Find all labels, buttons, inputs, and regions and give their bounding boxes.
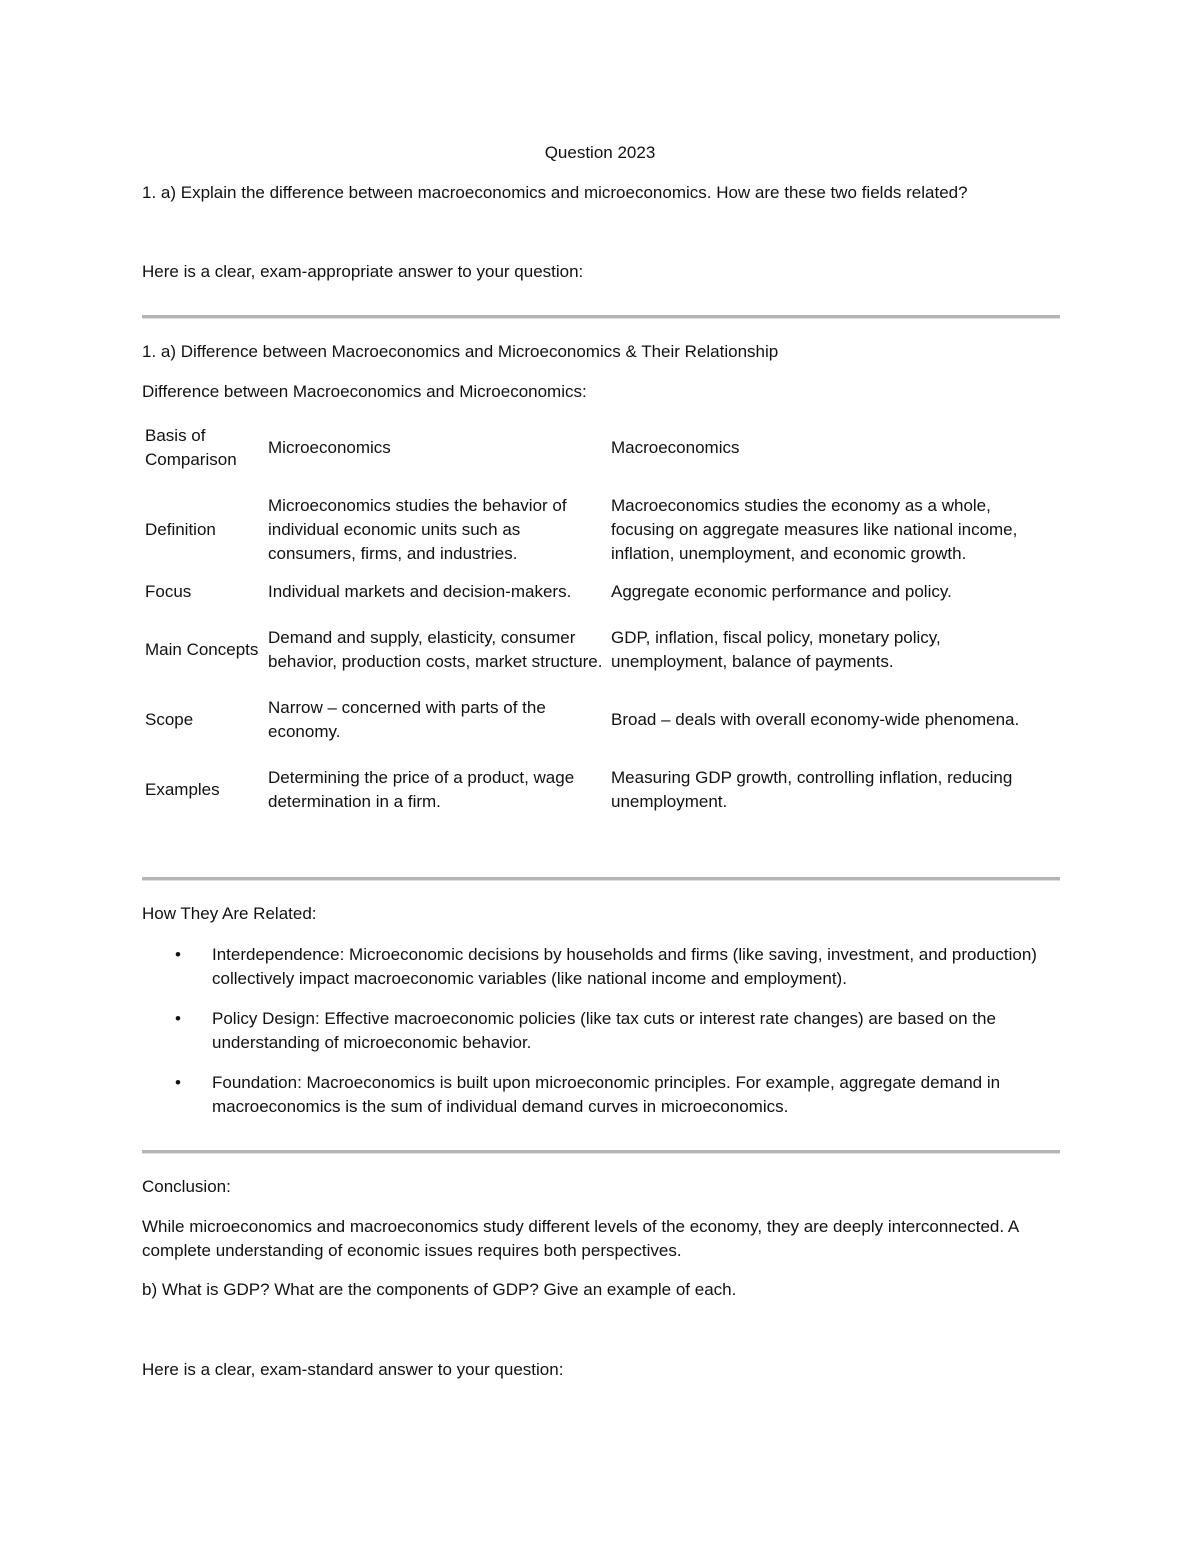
basis-cell: Definition <box>145 520 216 539</box>
macro-cell: Measuring GDP growth, controlling inflation, reducing unemployment. <box>611 768 1013 811</box>
bullet-icon: • <box>175 1073 181 1092</box>
answer-intro-a: Here is a clear, exam-appropriate answer to your question: <box>142 262 584 281</box>
micro-cell: Demand and supply, elasticity, consumer behavior, production costs, market structure. <box>268 628 603 671</box>
table-row <box>142 752 1060 828</box>
basis-cell: Main Concepts <box>145 640 259 659</box>
table-row <box>142 476 1060 572</box>
macro-cell: GDP, inflation, fiscal policy, monetary policy, unemployment, balance of payments. <box>611 628 941 671</box>
table-row <box>142 572 1060 612</box>
header-cell: Microeconomics <box>268 438 391 457</box>
question-a: 1. a) Explain the difference between macroeconomics and microeconomics. How are these two fields related? <box>142 183 968 202</box>
divider <box>142 1150 1060 1154</box>
basis-cell: Scope <box>145 710 194 729</box>
list-item-text: Policy Design: Effective macroeconomic policies (like tax cuts or interest rate changes) are based on the understanding of microeconomic behavior. <box>212 1009 996 1052</box>
table-row <box>142 612 1060 688</box>
header-cell: Basis of Comparison <box>145 426 237 469</box>
macro-cell: Aggregate economic performance and policy. <box>611 582 952 601</box>
question-b: b) What is GDP? What are the components of GDP? Give an example of each. <box>142 1280 737 1299</box>
basis-cell: Focus <box>145 582 192 601</box>
conclusion-text: While microeconomics and macroeconomics study different levels of the economy, they are deeply interconnected. A complete understanding of economic issues requires both perspectives. <box>142 1217 1019 1260</box>
list-item <box>142 1071 1060 1119</box>
related-heading: How They Are Related: <box>142 904 317 923</box>
answer-intro-b: Here is a clear, exam-standard answer to your question: <box>142 1360 564 1379</box>
macro-cell: Macroeconomics studies the economy as a whole, focusing on aggregate measures like national income, inflation, unemployment, and economic growth. <box>611 496 1018 563</box>
conclusion-heading: Conclusion: <box>142 1177 231 1196</box>
header-cell: Macroeconomics <box>611 438 740 457</box>
list-item <box>142 1007 1060 1055</box>
relation-list <box>142 943 1060 1135</box>
micro-cell: Determining the price of a product, wage determination in a firm. <box>268 768 575 811</box>
page-title: Question 2023 <box>544 143 656 162</box>
micro-cell: Narrow – concerned with parts of the economy. <box>268 698 546 741</box>
divider <box>142 315 1060 319</box>
macro-cell: Broad – deals with overall economy-wide phenomena. <box>611 710 1020 729</box>
difference-heading: Difference between Macroeconomics and Microeconomics: <box>142 382 587 401</box>
table-row <box>142 688 1060 752</box>
list-item <box>142 943 1060 991</box>
divider <box>142 877 1060 881</box>
micro-cell: Microeconomics studies the behavior of individual economic units such as consumers, firms, and industries. <box>268 496 567 563</box>
list-item-text: Foundation: Macroeconomics is built upon microeconomic principles. For example, aggregate demand in macroeconomics is the sum of individual demand curves in microeconomics. <box>212 1073 1001 1116</box>
micro-cell: Individual markets and decision-makers. <box>268 582 572 601</box>
list-item-text: Interdependence: Microeconomic decisions by households and firms (like saving, investment, and production) collectively impact macroeconomic variables (like national income and employment). <box>212 945 1037 988</box>
section-heading: 1. a) Difference between Macroeconomics and Microeconomics & Their Relationship <box>142 342 779 361</box>
basis-cell: Examples <box>145 780 220 799</box>
comparison-table <box>142 420 1060 828</box>
bullet-icon: • <box>175 1009 181 1028</box>
table-header-row <box>142 420 1060 476</box>
bullet-icon: • <box>175 945 181 964</box>
